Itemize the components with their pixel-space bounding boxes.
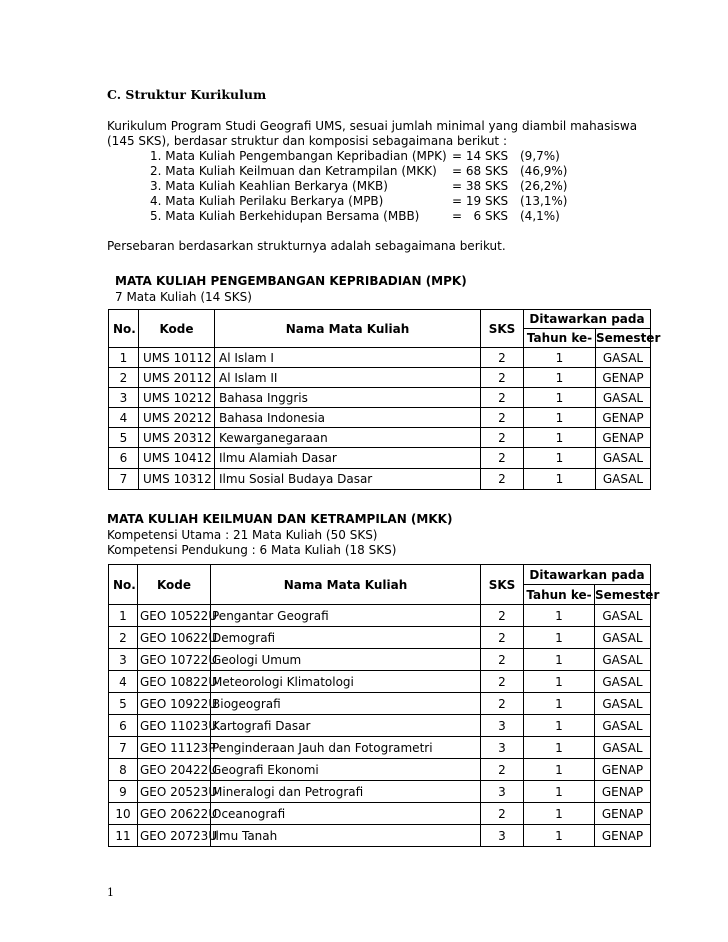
cell-kode: UMS 10312 [139, 469, 215, 490]
cell-semester: GASAL [595, 737, 651, 759]
cell-kode: GEO 20622U [138, 803, 211, 825]
cell-tahun: 1 [524, 671, 595, 693]
cell-nama: Mineralogi dan Petrografi [211, 781, 481, 803]
mpk-table [108, 309, 661, 490]
intro-line-1: Kurikulum Program Studi Geografi UMS, sesuai jumlah minimal yang diambil mahasiswa [107, 119, 638, 133]
cell-kode: UMS 10212 [139, 388, 215, 408]
cell-nama: Pengantar Geografi [211, 605, 481, 627]
header-sks: SKS [481, 565, 524, 605]
header-ditawarkan: Ditawarkan pada [524, 565, 651, 585]
cell-nama: Al Islam II [215, 368, 481, 388]
cell-nama: Penginderaan Jauh dan Fotogrametri [211, 737, 481, 759]
table-row [109, 428, 651, 448]
cell-semester: GENAP [596, 408, 651, 428]
table-row [109, 348, 651, 368]
cell-no: 4 [109, 671, 138, 693]
cell-sks: 2 [481, 448, 524, 469]
cell-semester: GENAP [595, 803, 651, 825]
table-row [109, 388, 651, 408]
cell-sks: 3 [481, 737, 524, 759]
cell-nama: Ilmu Sosial Budaya Dasar [215, 469, 481, 490]
cell-semester: GENAP [596, 368, 651, 388]
cell-sks: 2 [481, 428, 524, 448]
cell-nama: Meteorologi Klimatologi [211, 671, 481, 693]
composition-item-sks: = 6 SKS [452, 209, 509, 223]
table-row [109, 671, 651, 693]
table-row [109, 605, 651, 627]
header-tahun: Tahun ke- [524, 585, 595, 605]
cell-no: 9 [109, 781, 138, 803]
header-ditawarkan: Ditawarkan pada [524, 310, 651, 329]
cell-semester: GASAL [596, 388, 651, 408]
cell-kode: GEO 20723U [138, 825, 211, 847]
cell-tahun: 1 [524, 368, 596, 388]
table-row [109, 693, 651, 715]
cell-tahun: 1 [524, 715, 595, 737]
cell-no: 2 [109, 627, 138, 649]
cell-nama: Al Islam I [215, 348, 481, 368]
cell-no: 3 [109, 388, 139, 408]
distribution-text: Persebaran berdasarkan strukturnya adalah sebagaimana berikut. [107, 239, 506, 253]
composition-item-label: 1. Mata Kuliah Pengembangan Kepribadian (MPK) [150, 149, 447, 163]
composition-item-pct: (46,9%) [520, 164, 568, 178]
table-row [109, 715, 651, 737]
cell-nama: Bahasa Inggris [215, 388, 481, 408]
cell-no: 8 [109, 759, 138, 781]
cell-nama: Geologi Umum [211, 649, 481, 671]
mpk-title: MATA KULIAH PENGEMBANGAN KEPRIBADIAN (MPK) [115, 274, 467, 288]
composition-item-sks: = 68 SKS [452, 164, 509, 178]
cell-no: 4 [109, 408, 139, 428]
cell-semester: GASAL [595, 671, 651, 693]
cell-semester: GASAL [596, 469, 651, 490]
cell-no: 7 [109, 469, 139, 490]
cell-tahun: 1 [524, 627, 595, 649]
table-row [109, 759, 651, 781]
cell-no: 1 [109, 605, 138, 627]
cell-tahun: 1 [524, 428, 596, 448]
mkk-subtitle-utama: Kompetensi Utama : 21 Mata Kuliah (50 SKS) [107, 528, 378, 542]
cell-tahun: 1 [524, 649, 595, 671]
composition-item-label: 3. Mata Kuliah Keahlian Berkarya (MKB) [150, 179, 388, 193]
cell-sks: 2 [481, 627, 524, 649]
cell-semester: GENAP [595, 825, 651, 847]
cell-no: 5 [109, 693, 138, 715]
cell-no: 5 [109, 428, 139, 448]
cell-nama: Demografi [211, 627, 481, 649]
cell-semester: GENAP [596, 428, 651, 448]
composition-item-sks: = 14 SKS [452, 149, 509, 163]
cell-semester: GENAP [595, 759, 651, 781]
cell-tahun: 1 [524, 469, 596, 490]
table-row [109, 368, 651, 388]
cell-nama: Biogeografi [211, 693, 481, 715]
mkk-title: MATA KULIAH KEILMUAN DAN KETRAMPILAN (MKK) [107, 512, 453, 526]
cell-kode: UMS 10412 [139, 448, 215, 469]
composition-item-pct: (9,7%) [520, 149, 560, 163]
cell-nama: Ilmu Tanah [211, 825, 481, 847]
cell-kode: GEO 10622U [138, 627, 211, 649]
composition-item-label: 2. Mata Kuliah Keilmuan dan Ketrampilan (MKK) [150, 164, 437, 178]
header-no: No. [109, 310, 139, 348]
cell-semester: GASAL [595, 605, 651, 627]
table-row [109, 627, 651, 649]
table-row [109, 737, 651, 759]
cell-no: 6 [109, 448, 139, 469]
cell-kode: UMS 20112 [139, 368, 215, 388]
cell-no: 2 [109, 368, 139, 388]
cell-no: 3 [109, 649, 138, 671]
cell-nama: Kartografi Dasar [211, 715, 481, 737]
cell-semester: GASAL [596, 348, 651, 368]
mpk-subtitle: 7 Mata Kuliah (14 SKS) [115, 290, 252, 304]
cell-tahun: 1 [524, 388, 596, 408]
cell-sks: 2 [481, 693, 524, 715]
table-row [109, 448, 651, 469]
cell-tahun: 1 [524, 693, 595, 715]
table-row [109, 825, 651, 847]
cell-kode: UMS 10112 [139, 348, 215, 368]
header-semester: Semester [595, 585, 651, 605]
header-no: No. [109, 565, 138, 605]
cell-kode: GEO 11123P [138, 737, 211, 759]
composition-item-sks: = 19 SKS [452, 194, 509, 208]
cell-kode: UMS 20212 [139, 408, 215, 428]
cell-tahun: 1 [524, 448, 596, 469]
table-row [109, 803, 651, 825]
page-number: 1 [107, 886, 114, 899]
cell-sks: 2 [481, 469, 524, 490]
composition-item-pct: (26,2%) [520, 179, 568, 193]
cell-kode: GEO 20422U [138, 759, 211, 781]
header-semester: Semester [596, 329, 651, 348]
cell-nama: Oceanografi [211, 803, 481, 825]
cell-semester: GASAL [595, 649, 651, 671]
cell-kode: GEO 20523U [138, 781, 211, 803]
cell-semester: GASAL [596, 448, 651, 469]
cell-sks: 2 [481, 348, 524, 368]
composition-item-pct: (4,1%) [520, 209, 560, 223]
cell-sks: 3 [481, 715, 524, 737]
mkk-subtitle-pendukung: Kompetensi Pendukung : 6 Mata Kuliah (18 SKS) [107, 543, 397, 557]
cell-sks: 3 [481, 825, 524, 847]
cell-kode: UMS 20312 [139, 428, 215, 448]
cell-tahun: 1 [524, 737, 595, 759]
cell-sks: 2 [481, 803, 524, 825]
composition-item-label: 4. Mata Kuliah Perilaku Berkarya (MPB) [150, 194, 384, 208]
composition-item-sks: = 38 SKS [452, 179, 509, 193]
mkk-table [108, 564, 660, 847]
cell-nama: Geografi Ekonomi [211, 759, 481, 781]
cell-nama: Ilmu Alamiah Dasar [215, 448, 481, 469]
cell-sks: 2 [481, 759, 524, 781]
cell-tahun: 1 [524, 781, 595, 803]
header-sks: SKS [481, 310, 524, 348]
cell-sks: 2 [481, 671, 524, 693]
cell-semester: GASAL [595, 715, 651, 737]
cell-kode: GEO 10522U [138, 605, 211, 627]
table-row [109, 649, 651, 671]
cell-tahun: 1 [524, 759, 595, 781]
cell-sks: 2 [481, 605, 524, 627]
cell-kode: GEO 10922U [138, 693, 211, 715]
header-nama: Nama Mata Kuliah [211, 565, 481, 605]
cell-nama: Bahasa Indonesia [215, 408, 481, 428]
header-tahun: Tahun ke- [524, 329, 596, 348]
section-title: C. Struktur Kurikulum [107, 87, 267, 102]
cell-sks: 2 [481, 649, 524, 671]
cell-sks: 3 [481, 781, 524, 803]
composition-item-pct: (13,1%) [520, 194, 568, 208]
cell-no: 1 [109, 348, 139, 368]
cell-semester: GASAL [595, 627, 651, 649]
cell-sks: 2 [481, 388, 524, 408]
cell-kode: GEO 10822U [138, 671, 211, 693]
table-row [109, 408, 651, 428]
cell-sks: 2 [481, 408, 524, 428]
header-kode: Kode [139, 310, 215, 348]
cell-kode: GEO 11023U [138, 715, 211, 737]
cell-kode: GEO 10722U [138, 649, 211, 671]
cell-tahun: 1 [524, 348, 596, 368]
cell-tahun: 1 [524, 825, 595, 847]
cell-no: 6 [109, 715, 138, 737]
cell-no: 11 [109, 825, 138, 847]
cell-tahun: 1 [524, 408, 596, 428]
cell-semester: GASAL [595, 693, 651, 715]
header-nama: Nama Mata Kuliah [215, 310, 481, 348]
cell-sks: 2 [481, 368, 524, 388]
composition-item-label: 5. Mata Kuliah Berkehidupan Bersama (MBB) [150, 209, 420, 223]
cell-no: 10 [109, 803, 138, 825]
cell-tahun: 1 [524, 803, 595, 825]
header-kode: Kode [138, 565, 211, 605]
table-row [109, 469, 651, 490]
cell-nama: Kewarganegaraan [215, 428, 481, 448]
intro-line-2: (145 SKS), berdasar struktur dan komposisi sebagaimana berikut : [107, 134, 507, 148]
cell-no: 7 [109, 737, 138, 759]
cell-semester: GENAP [595, 781, 651, 803]
cell-tahun: 1 [524, 605, 595, 627]
table-row [109, 781, 651, 803]
